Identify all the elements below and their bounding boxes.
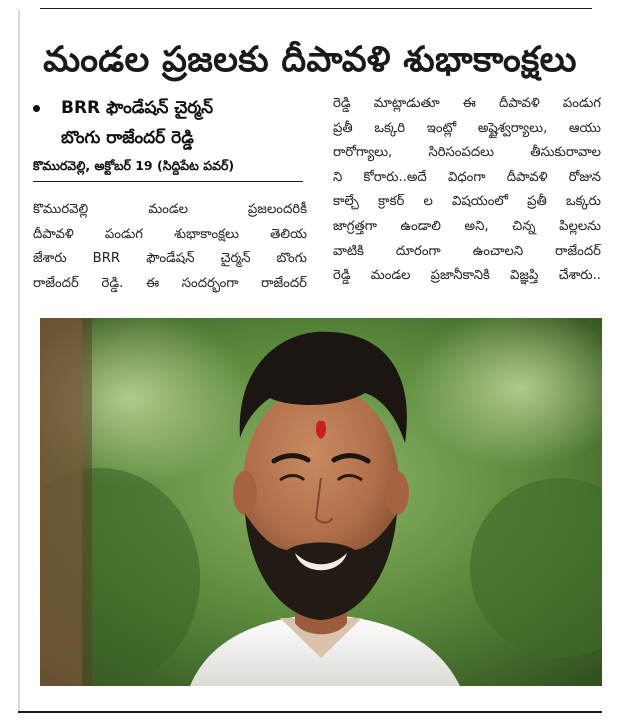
headline: మండల ప్రజలకు దీపావళి శుభాకాంక్షలు [43, 40, 577, 80]
body-line: ని కోరారు..అదే విధంగా దీపావళి రోజున [333, 169, 601, 185]
top-rule [40, 8, 592, 9]
body-line: వాటికి దూరంగా ఉంచాలని రాజేందర్ [333, 243, 601, 259]
body-line: జాగ్రత్తగా ఉండాలి అని, చిన్న పిల్లలను [333, 218, 601, 234]
left-rule [18, 10, 20, 712]
body-line: కొమురవెల్లి మండల ప్రజలందరికీ [33, 202, 307, 217]
body-line: దీపావళి పండుగ శుభాకాంక్షలు తెలియ [33, 226, 307, 242]
body-column-left [33, 198, 307, 296]
body-line: ప్రతీ ఒక్కరి ఇంట్లో అష్టైశ్వర్యాలు, ఆయు [333, 120, 601, 136]
dateline: కొమురవెల్లి, అక్టోబర్ 19 (సిద్దిపేట పవర్) [33, 158, 235, 173]
body-column-right [333, 92, 601, 289]
deck-line-2: బొంగు రాజేందర్ రెడ్డి [61, 128, 194, 148]
body-line: కాల్చే క్రాకర్ ల విషయంలో ప్రతీ ఒక్కరు [333, 194, 601, 210]
body-line: రెడ్డి మండల ప్రజానీకానికి విజ్ఞప్తి చేశారు.. [333, 268, 601, 284]
portrait-illustration [40, 318, 602, 686]
deck [33, 93, 305, 182]
portrait-photo [40, 318, 602, 686]
deck-line-1 [33, 93, 305, 123]
deck-rule [33, 181, 303, 182]
body-line: జేశారు BRR ఫౌండేషన్ చైర్మన్ బొంగు [33, 251, 307, 267]
body-line: రెడ్డి మాట్లాడుతూ ఈ దీపావళి పండుగ [333, 96, 601, 111]
bottom-rule [18, 711, 602, 713]
bullet-icon [33, 105, 40, 112]
deck-text-1: BRR ఫౌండేషన్ చైర్మన్ [61, 98, 214, 118]
body-line: రారోగ్యాలు, సిరిసంపదలు తీసుకురావాల [333, 145, 601, 161]
body-line: రాజేందర్ రెడ్డి. ఈ సందర్భంగా రాజేందర్ [33, 275, 307, 291]
